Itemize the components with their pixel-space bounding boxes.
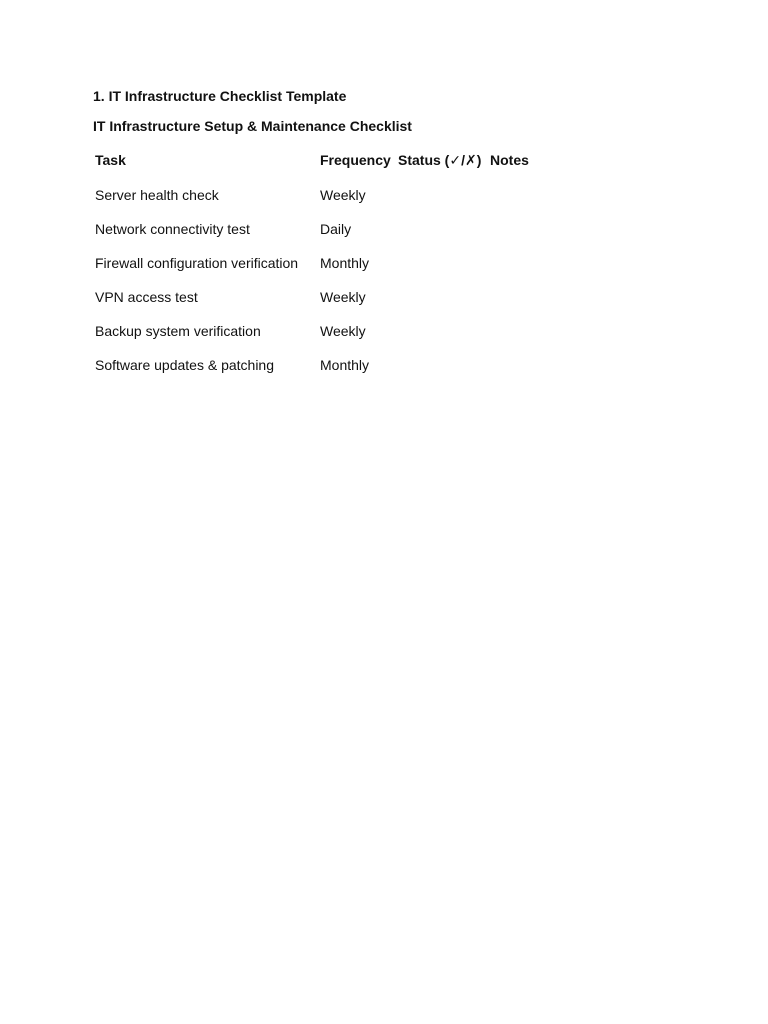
header-task: Task	[95, 152, 126, 168]
frequency-cell: Weekly	[320, 289, 366, 305]
task-cell: Server health check	[95, 187, 219, 203]
header-notes: Notes	[490, 152, 529, 168]
frequency-cell: Daily	[320, 221, 352, 237]
frequency-cell: Weekly	[320, 323, 366, 339]
task-cell: Software updates & patching	[95, 357, 275, 373]
header-frequency: Frequency	[320, 152, 391, 168]
task-cell: VPN access test	[95, 289, 198, 305]
header-status: Status (✓/✗)	[398, 152, 482, 168]
frequency-cell: Weekly	[320, 187, 366, 203]
checklist-title: IT Infrastructure Setup & Maintenance Checklist	[93, 118, 412, 134]
task-cell: Network connectivity test	[95, 221, 250, 237]
frequency-cell: Monthly	[320, 357, 370, 373]
section-title: 1. IT Infrastructure Checklist Template	[93, 88, 347, 104]
task-cell: Firewall configuration verification	[95, 255, 299, 271]
frequency-cell: Monthly	[320, 255, 370, 271]
task-cell: Backup system verification	[95, 323, 261, 339]
